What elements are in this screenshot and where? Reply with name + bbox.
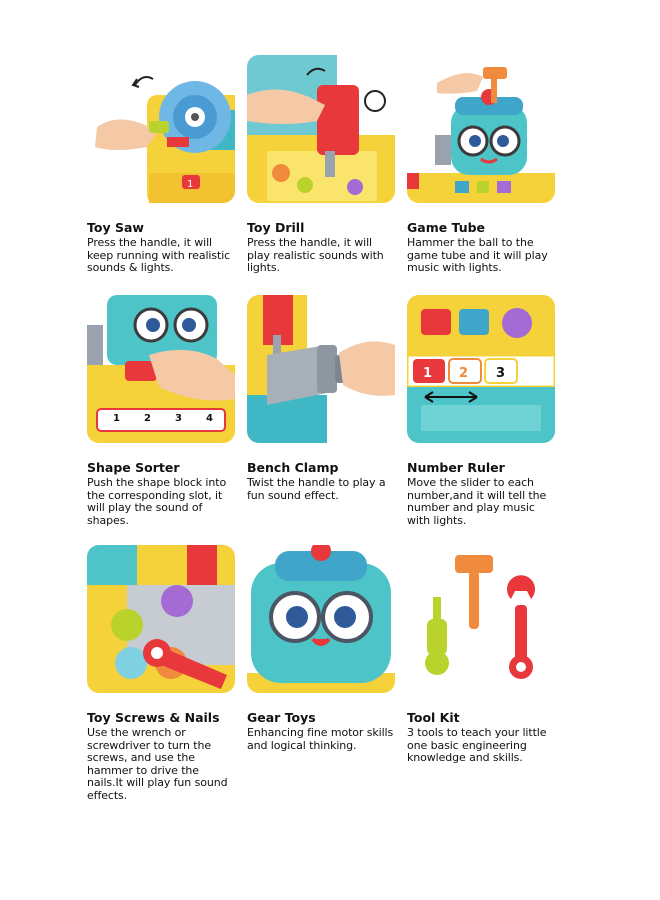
bench-clamp-photo — [247, 295, 395, 443]
toy-drill-photo — [247, 55, 395, 203]
ruler-number: 2 — [144, 413, 151, 424]
feature-description: 3 tools to teach your little one basic engineering knowledge and skills. — [407, 726, 547, 764]
feature-title: Shape Sorter — [87, 460, 180, 475]
feature-card-shape-sorter — [87, 295, 235, 527]
number-ruler-photo — [407, 295, 555, 443]
feature-title: Toy Saw — [87, 220, 144, 235]
shape-sorter-photo — [87, 295, 235, 443]
feature-description: Press the handle, it will keep running with realistic sounds & lights. — [87, 236, 231, 274]
ruler-number: 3 — [175, 413, 182, 424]
feature-description: Twist the handle to play a fun sound effect. — [247, 476, 386, 502]
toy-saw-photo — [87, 55, 235, 203]
feature-card-number-ruler — [407, 295, 555, 527]
feature-description: Move the slider to each number,and it will tell the number and play music with lights. — [407, 476, 547, 527]
game-tube-photo — [407, 55, 555, 203]
feature-card-bench-clamp — [247, 295, 395, 502]
feature-card-screws-nails — [87, 545, 235, 802]
feature-title: Gear Toys — [247, 710, 316, 725]
svg-text:3: 3 — [496, 366, 506, 381]
feature-card-gear-toys — [247, 545, 395, 752]
feature-card-game-tube — [407, 55, 555, 275]
feature-card-toy-drill — [247, 55, 395, 275]
feature-title: Toy Drill — [247, 220, 305, 235]
feature-description: Enhancing fine motor skills and logical thinking. — [247, 726, 394, 752]
feature-title: Number Ruler — [407, 460, 505, 475]
svg-text:1: 1 — [187, 179, 194, 190]
ruler-number: 4 — [206, 413, 213, 424]
feature-description: Use the wrench or screwdriver to turn the screws, and use the hammer to drive the nails.It will play fun sound effects. — [87, 726, 228, 802]
gear-toys-photo — [247, 545, 395, 693]
feature-title: Tool Kit — [407, 710, 460, 725]
ruler-number: 1 — [113, 413, 120, 424]
feature-description: Press the handle, it will play realistic sounds with lights. — [247, 236, 384, 274]
feature-description: Hammer the ball to the game tube and it will play music with lights. — [407, 236, 548, 274]
feature-title: Game Tube — [407, 220, 486, 235]
feature-title: Bench Clamp — [247, 460, 339, 475]
tool-kit-photo — [407, 545, 555, 693]
screws-nails-photo — [87, 545, 235, 693]
feature-card-toy-saw — [87, 55, 235, 275]
svg-text:1: 1 — [423, 366, 433, 381]
feature-card-tool-kit — [407, 545, 555, 765]
feature-description: Push the shape block into the corresponding slot, it will play the sound of shapes. — [87, 476, 227, 527]
feature-title: Toy Screws & Nails — [87, 710, 220, 725]
svg-text:2: 2 — [459, 366, 469, 381]
